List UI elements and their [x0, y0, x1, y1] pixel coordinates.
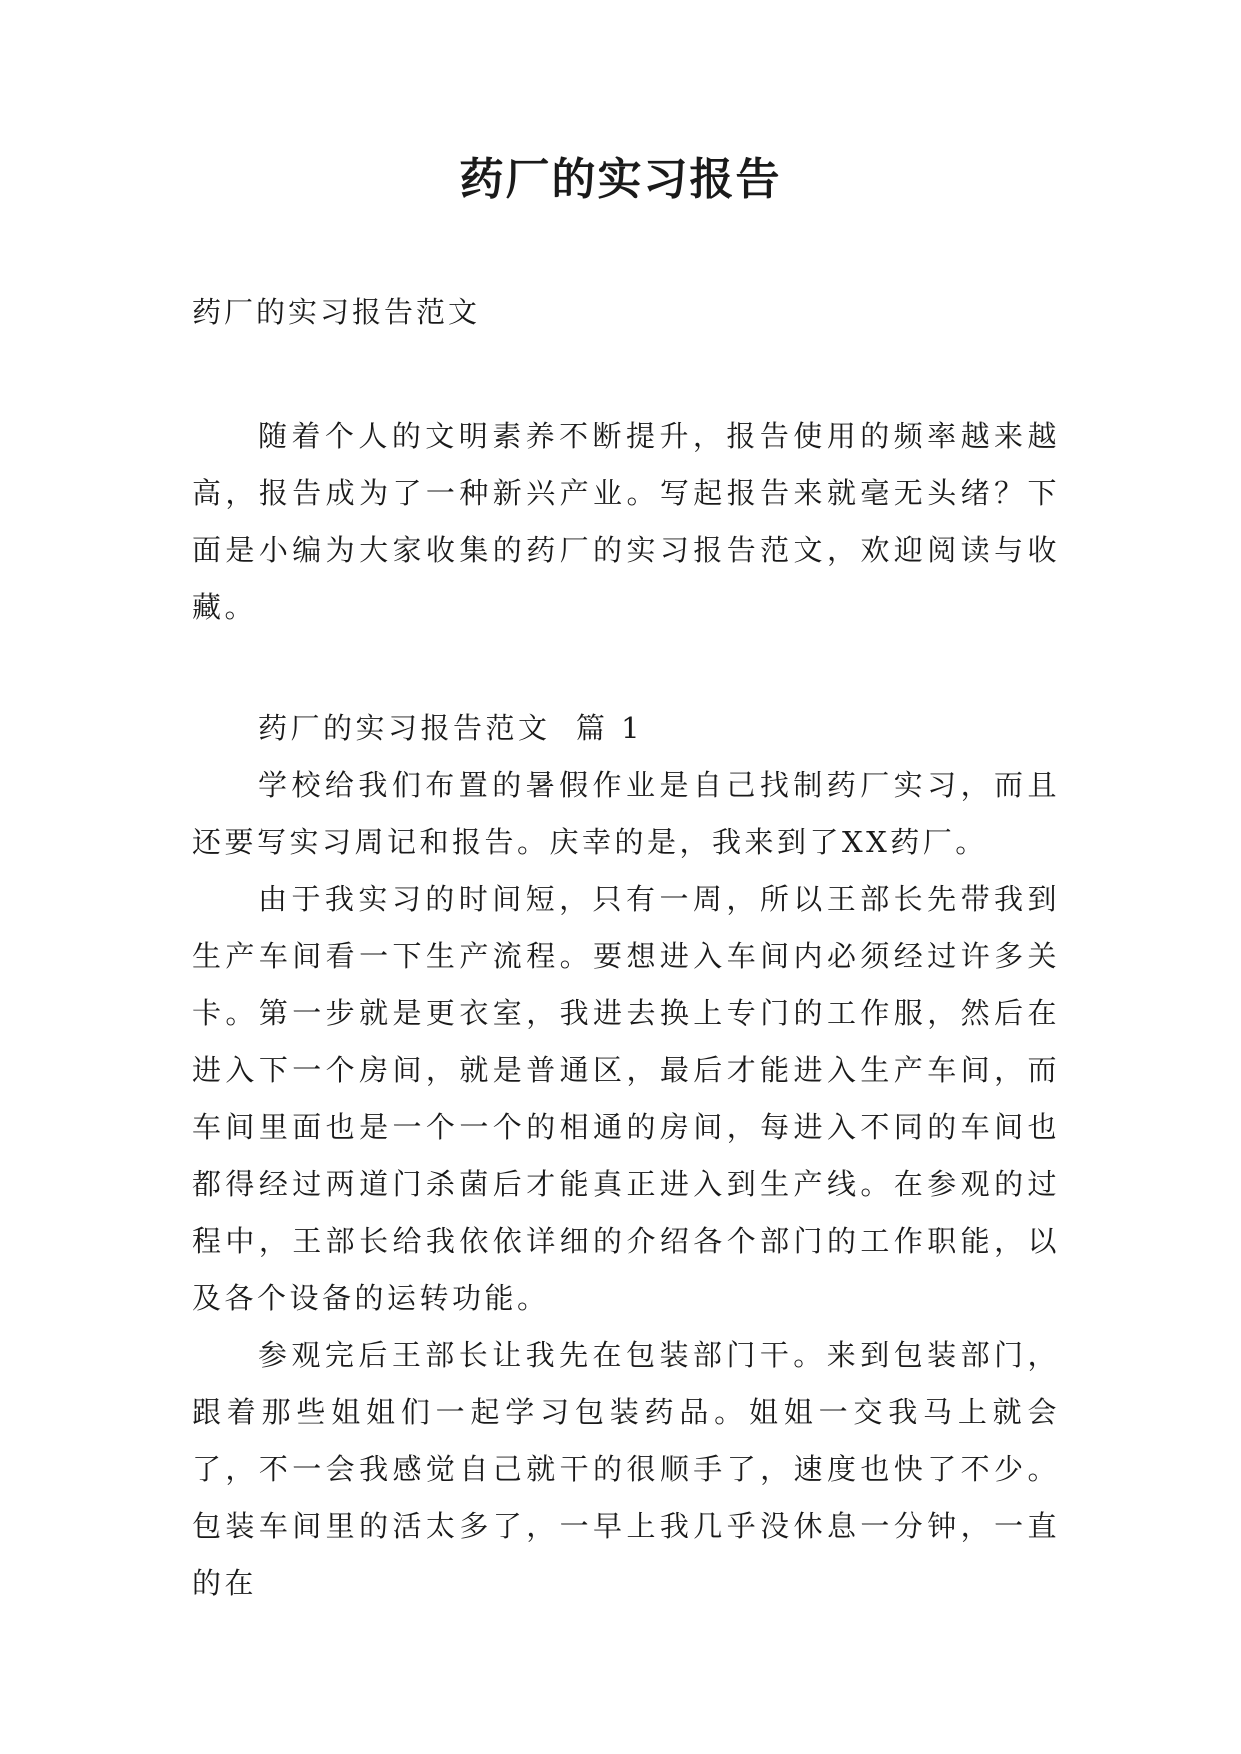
paragraph-1: 学校给我们布置的暑假作业是自己找制药厂实习，而且还要写实习周记和报告。庆幸的是，我来到了XX药厂。 — [192, 768, 1060, 859]
article-section — [192, 700, 1060, 1612]
paragraph-2: 由于我实习的时间短，只有一周，所以王部长先带我到生产车间看一下生产流程。要想进入车间内必须经过许多关卡。第一步就是更衣室，我进去换上专门的工作服，然后在进入下一个房间，就是普通区，最后才能进入生产车间，而车间里面也是一个一个的相通的房间，每进入不同的车间也都得经过两道门杀菌后才能真正进入到生产线。在参观的过程中，王部长给我依依详细的介绍各个部门的工作职能，以及各个设备的运转功能。 — [192, 882, 1060, 1315]
document-subtitle: 药厂的实习报告范文 — [192, 295, 481, 329]
paragraph-3: 参观完后王部长让我先在包装部门干。来到包装部门，跟着那些姐姐们一起学习包装药品。姐姐一交我马上就会了，不一会我感觉自己就干的很顺手了，速度也快了不少。包装车间里的活太多了，一早上我几乎没休息一分钟，一直的在 — [192, 1338, 1060, 1600]
intro-paragraph: 随着个人的文明素养不断提升，报告使用的频率越来越高，报告成为了一种新兴产业。写起报告来就毫无头绪？下面是小编为大家收集的药厂的实习报告范文，欢迎阅读与收藏。 — [192, 419, 1060, 624]
document-title: 药厂的实习报告 — [459, 154, 782, 205]
section-heading: 药厂的实习报告范文 篇 1 — [258, 711, 644, 745]
